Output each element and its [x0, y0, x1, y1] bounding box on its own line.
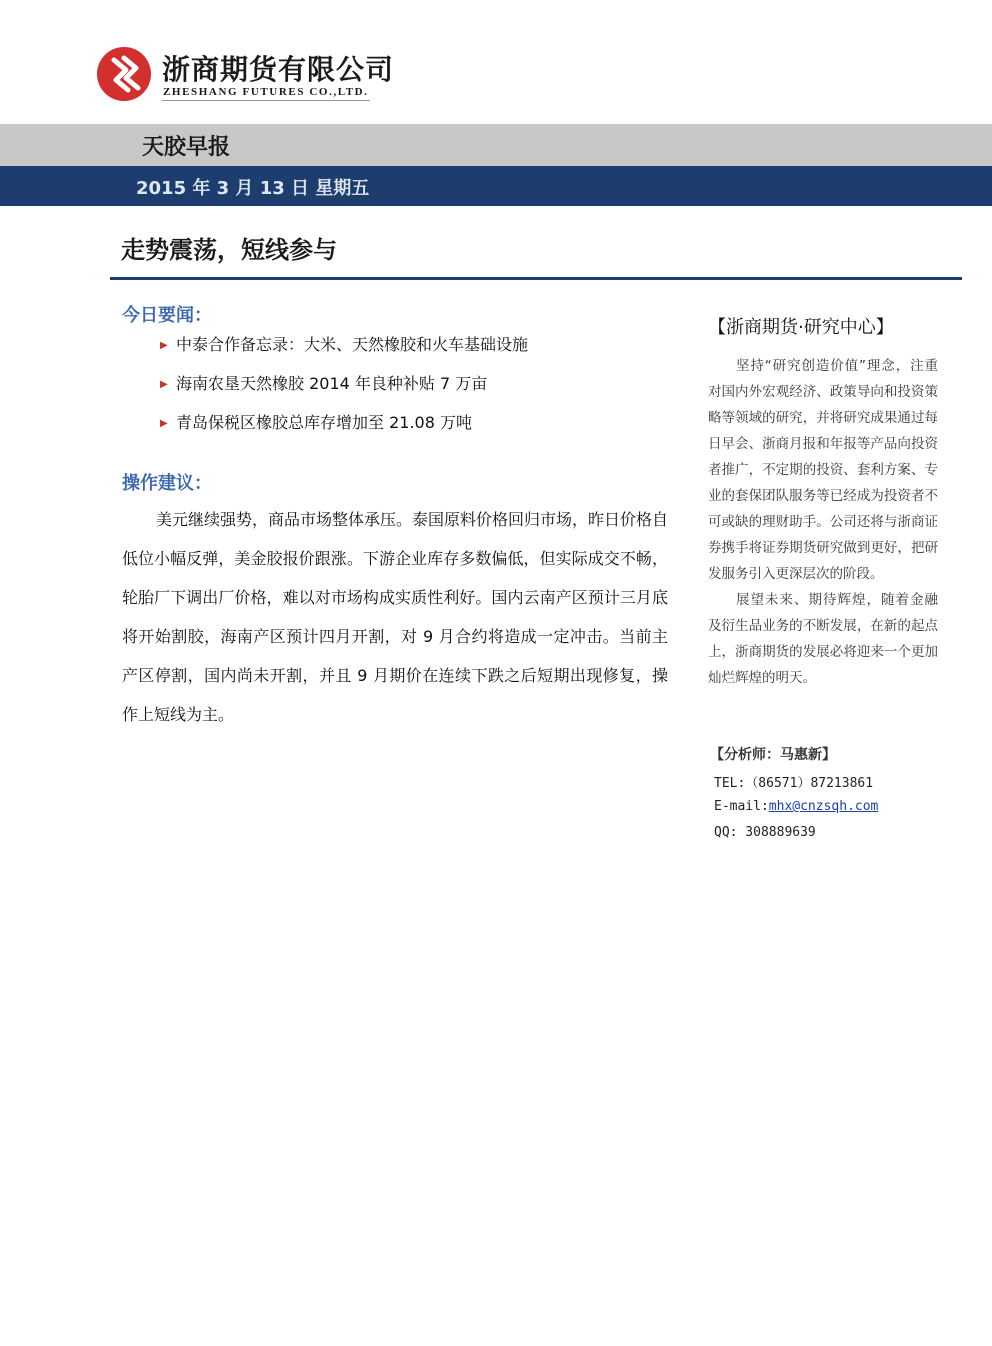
headline-rule: [110, 277, 962, 280]
company-logo-icon: [96, 46, 152, 102]
news-item: [160, 372, 528, 411]
company-name-en: ZHESHANG FUTURES CO.,LTD.: [163, 86, 369, 98]
bullet-arrow-icon: ▶: [160, 417, 168, 429]
email-link[interactable]: mhx@cnzsqh.com: [768, 799, 879, 814]
news-item-text: 青岛保税区橡胶总库存增加至 21.08 万吨: [176, 413, 472, 432]
news-list: [160, 333, 528, 450]
advice-section-title: 操作建议：: [122, 473, 212, 494]
news-section-title: 今日要闻：: [122, 305, 212, 326]
analyst-qq: QQ: 308889639: [714, 825, 816, 840]
news-item-text: 海南农垦天然橡胶 2014 年良种补贴 7 万亩: [176, 374, 488, 393]
logo-divider: [162, 100, 370, 101]
headline: 走势震荡，短线参与: [121, 236, 337, 264]
report-title: 天胶早报: [142, 135, 231, 160]
bullet-arrow-icon: ▶: [160, 339, 168, 351]
report-date: 2015 年 3 月 13 日 星期五: [136, 178, 370, 199]
email-label: E-mail:: [714, 799, 769, 814]
report-title-band: [0, 124, 992, 166]
date-band: [0, 166, 992, 206]
sidebar-title: 【浙商期货·研究中心】: [708, 317, 894, 338]
news-item: [160, 333, 528, 372]
company-name-cn: 浙商期货有限公司: [162, 53, 395, 86]
analyst-tel: TEL:（86571）87213861: [714, 776, 874, 791]
news-item: [160, 411, 528, 450]
sidebar-intro: [708, 353, 938, 691]
analyst-name: 【分析师：马惠新】: [710, 747, 836, 763]
analyst-email: [714, 799, 878, 814]
sidebar-paragraph: 坚持“研究创造价值”理念，注重对国内外宏观经济、政策导向和投资策略等领域的研究，并将研究成果通过每日早会、浙商月报和年报等产品向投资者推广，不定期的投资、套利方案、专业的套保团队服务等已经成为投资者不可或缺的理财助手。公司还将与浙商证券携手将证券期货研究做到更好，把研发服务引入更深层次的阶段。: [708, 358, 938, 582]
advice-body: 美元继续强势，商品市场整体承压。泰国原料价格回归市场，昨日价格自低位小幅反弹，美金胶报价跟涨。下游企业库存多数偏低，但实际成交不畅，轮胎厂下调出厂价格，难以对市场构成实质性利好。国内云南产区预计三月底将开始割胶，海南产区预计四月开割，对 9 月合约将造成一定冲击。当前主产区停割，国内尚未开割，并且 9 月期价在连续下跌之后短期出现修复，操作上短线为主。: [122, 510, 669, 724]
sidebar-paragraph: 展望未来、期待辉煌，随着金融及衍生品业务的不断发展，在新的起点上，浙商期货的发展必将迎来一个更加灿烂辉煌的明天。: [708, 592, 938, 686]
news-item-text: 中泰合作备忘录：大米、天然橡胶和火车基础设施: [176, 335, 529, 354]
bullet-arrow-icon: ▶: [160, 378, 168, 390]
